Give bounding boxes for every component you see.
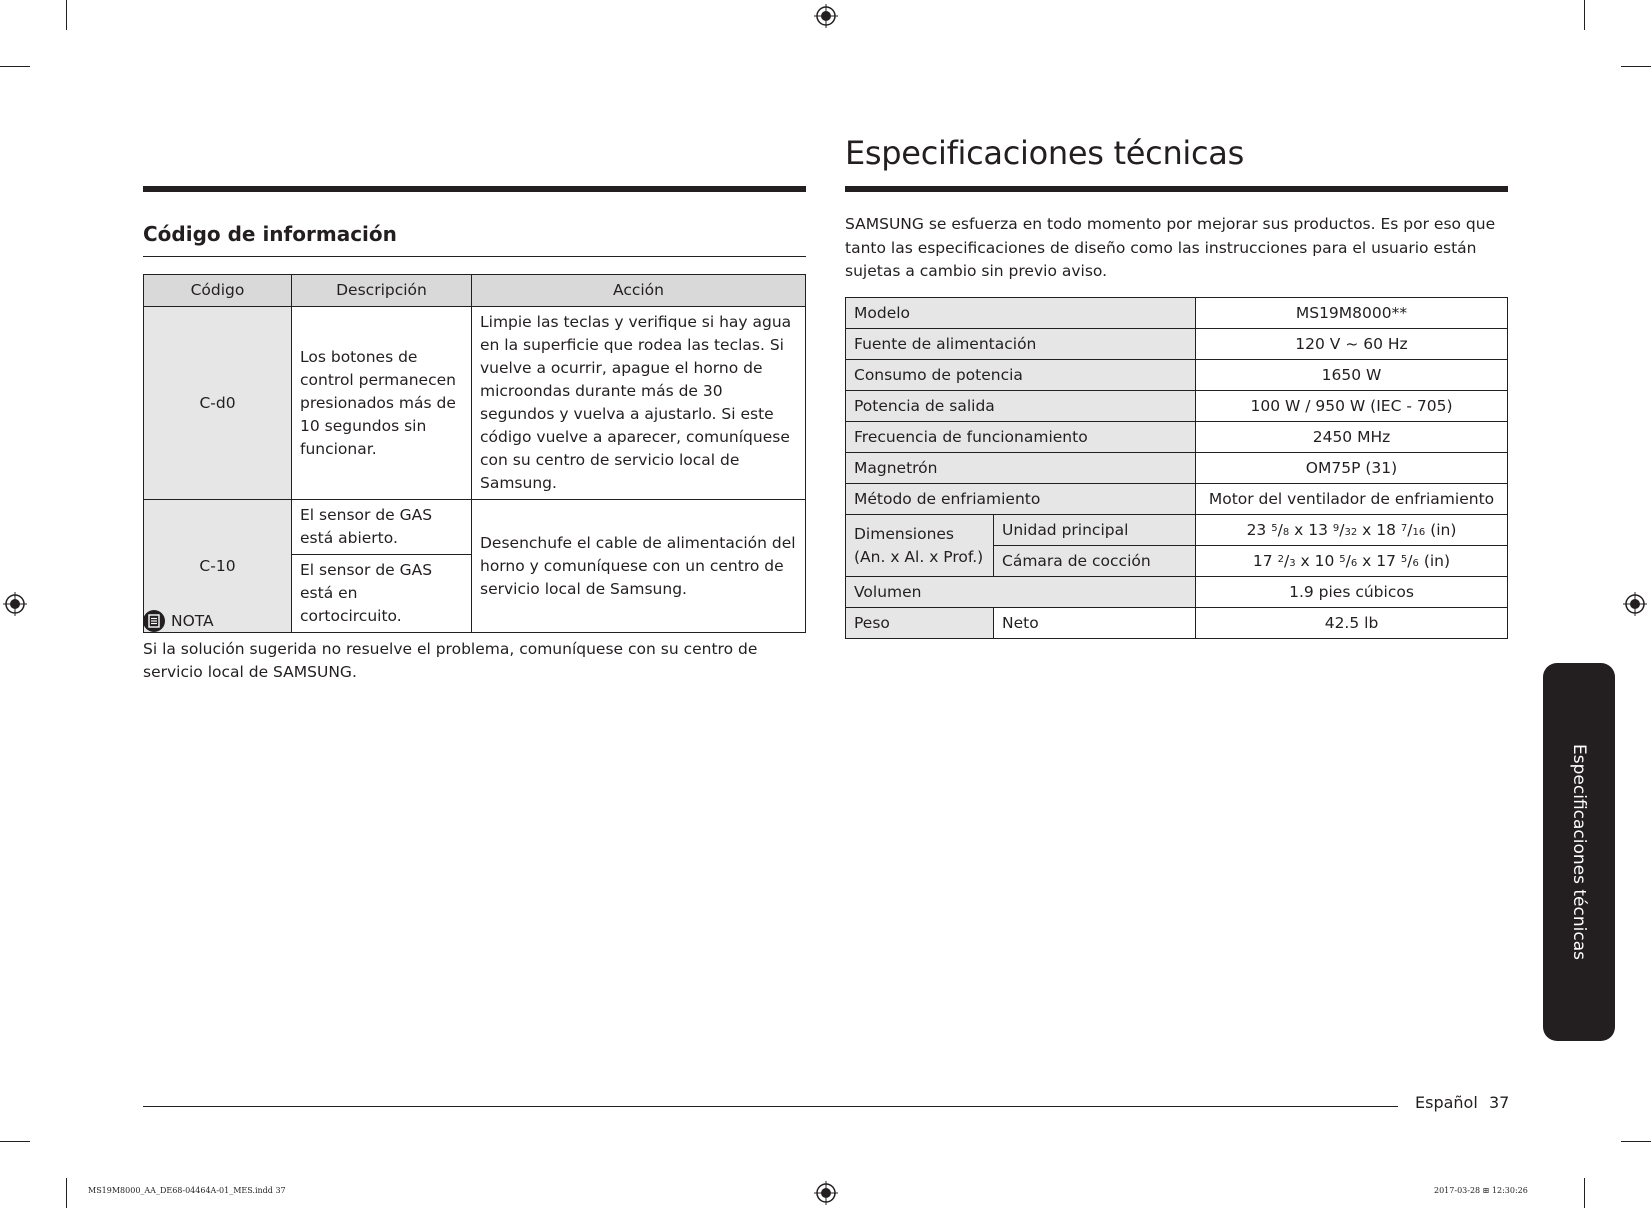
spec-label: Peso [846,608,994,639]
table-header-row [144,275,806,307]
spec-value: 42.5 lb [1196,608,1508,639]
spec-value: 1.9 pies cúbicos [1196,577,1508,608]
error-code: C-d0 [144,307,292,500]
crop-mark [0,1141,30,1142]
spec-label: Volumen [846,577,1196,608]
table-row [144,307,806,500]
registration-mark-icon [1623,592,1647,616]
spec-label: Modelo [846,298,1196,329]
crop-mark [1584,0,1585,30]
table-row [846,453,1508,484]
crop-mark [66,0,67,30]
chapter-tab-label: Especificaciones técnicas [1569,744,1589,960]
spec-value: 100 W / 950 W (IEC - 705) [1196,391,1508,422]
section-title: Código de información [143,222,397,246]
note-icon [143,610,165,632]
table-row [144,500,806,555]
spec-value: MS19M8000** [1196,298,1508,329]
spec-intro: SAMSUNG se esfuerza en todo momento por mejorar sus productos. Es por eso que tanto las especificaciones de diseño como las instrucciones para el usuario están sujetas a cambio sin previo aviso. [845,215,1496,280]
spec-value: OM75P (31) [1196,453,1508,484]
error-action: Limpie las teclas y verifique si hay agua en la superficie que rodea las teclas. Si vuelve a ocurrir, apague el horno de microondas durante más de 30 segundos y vuelva a ajustarlo. Si este código vuelve a aparecer, comuníquese con su centro de servicio local de Samsung. [472,307,806,500]
table-row [846,391,1508,422]
footer-language: Español [1415,1093,1478,1112]
error-code: C-10 [144,500,292,633]
note-label: NOTA [171,612,214,630]
crop-mark [0,66,30,67]
spec-value: Motor del ventilador de enfriamiento [1196,484,1508,515]
spec-label: Magnetrón [846,453,1196,484]
spec-label: Fuente de alimentación [846,329,1196,360]
spec-label: Consumo de potencia [846,360,1196,391]
spec-label: Potencia de salida [846,391,1196,422]
registration-mark-icon [814,1181,838,1205]
spec-sub-label: Neto [994,608,1196,639]
crop-mark [66,1178,67,1208]
table-row [846,360,1508,391]
crop-mark [1584,1178,1585,1208]
spec-value: 23 $^5$/8 x 13 $^9$/32 x 18 $^7$/16 (in) [1196,515,1508,546]
page-number: 37 [1489,1093,1510,1112]
spec-sub-label: Unidad principal [994,515,1196,546]
print-slug-file: MS19M8000_AA_DE68-04464A-01_MES.indd 37 [88,1186,286,1195]
table-row [846,515,1508,546]
error-action: Desenchufe el cable de alimentación del horno y comuníquese con un centro de servicio local de Samsung. [472,500,806,633]
table-row [846,608,1508,639]
error-description: Los botones de control permanecen presionados más de 10 segundos sin funcionar. [292,307,472,500]
crop-mark [1621,1141,1651,1142]
registration-mark-icon [3,592,27,616]
spec-label: Método de enfriamiento [846,484,1196,515]
section-rule [143,256,806,257]
column-header-code: Código [144,275,292,307]
spec-table [845,297,1508,639]
print-slug-date: 2017-03-28 ⊞ 12:30:26 [1434,1186,1528,1195]
spec-value: 2450 MHz [1196,422,1508,453]
crop-mark [1621,66,1651,67]
spec-sub-label: Cámara de cocción [994,546,1196,577]
table-row [846,577,1508,608]
table-row [846,329,1508,360]
note-heading [143,610,214,632]
page-title: Especificaciones técnicas [845,134,1244,172]
table-row [846,422,1508,453]
error-description: El sensor de GAS está en cortocircuito. [292,555,472,633]
title-rule-left [143,186,806,192]
spec-label: Dimensiones (An. x Al. x Prof.) [846,515,994,577]
info-code-table [143,274,806,633]
column-header-description: Descripción [292,275,472,307]
registration-mark-icon [814,4,838,28]
spec-label: Frecuencia de funcionamiento [846,422,1196,453]
table-row [846,298,1508,329]
footer-rule [143,1106,1398,1107]
error-description: El sensor de GAS está abierto. [292,500,472,555]
column-header-action: Acción [472,275,806,307]
title-rule-right [845,186,1508,192]
spec-value: 1650 W [1196,360,1508,391]
table-row [846,484,1508,515]
spec-value: 120 V ~ 60 Hz [1196,329,1508,360]
spec-value: 17 $^2$/3 x 10 $^5$/6 x 17 $^5$/6 (in) [1196,546,1508,577]
note-text: Si la solución sugerida no resuelve el problema, comuníquese con su centro de servicio local de SAMSUNG. [143,640,758,681]
